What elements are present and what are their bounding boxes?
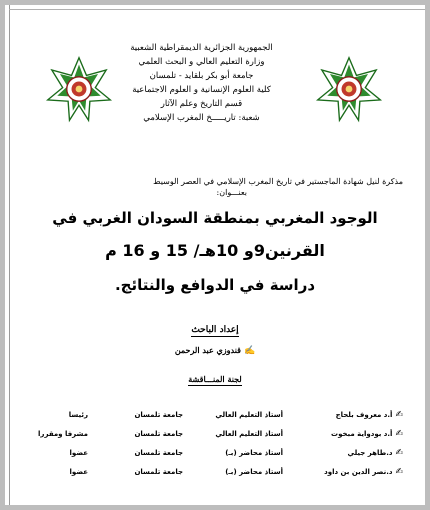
member-name-cell <box>283 424 403 443</box>
pen-icon: ✍ <box>395 466 403 477</box>
member-role: عضوا <box>69 448 88 457</box>
member-name: أ.د بودواية مبخوت <box>331 429 393 438</box>
preparer-name: قندوزي عبد الرحمن <box>174 345 241 355</box>
member-name: د.نصر الدين بن داود <box>324 467 393 476</box>
header-university: جامعة أبو بكر بلقايد - تلمسان <box>149 71 254 81</box>
preparer-label <box>5 325 425 335</box>
pen-icon: ✍ <box>243 346 256 356</box>
member-rank: أستاذ محاضر (بـ) <box>225 467 283 476</box>
page-border-top <box>9 9 425 10</box>
member-name-cell <box>283 443 403 462</box>
thesis-title-line-1: الوجود المغربي بمنطقة السودان الغربي في <box>52 209 378 227</box>
document-page <box>5 5 425 505</box>
member-rank: أستاذ محاضر (بـ) <box>225 448 283 457</box>
committee-table <box>23 405 403 481</box>
member-rank: أستاذ التعليم العالي <box>215 429 283 438</box>
member-name-cell <box>283 462 403 481</box>
header-branch: شعبة: تاريـــــخ المغرب الإسلامي <box>143 113 260 123</box>
header-faculty: كلية العلوم الإنسانية و العلوم الاجتماعية <box>132 85 271 95</box>
header-ministry: وزارة التعليم العالي و البحث العلمي <box>138 57 265 67</box>
preparer-label-text: إعداد الباحث <box>191 325 239 335</box>
thesis-title-line-2: القرنين9و 10هـ/ 15 و 16 م <box>105 241 325 260</box>
preparer-name-row <box>5 345 425 356</box>
pen-icon: ✍ <box>395 428 403 439</box>
table-row <box>23 405 403 424</box>
member-role: رئيسا <box>68 410 88 419</box>
pen-icon: ✍ <box>395 447 403 458</box>
university-logo-left <box>45 55 113 123</box>
memo-degree-note: مذكرة لنيل شهادة الماجستير في تاريخ المغرب الإسلامي في العصر الوسيط <box>153 177 403 186</box>
member-role: عضوا <box>69 467 88 476</box>
member-university: جامعة تلمسان <box>134 467 183 476</box>
header-republic: الجمهورية الجزائرية الديمقراطية الشعبية <box>130 43 273 53</box>
table-row <box>23 443 403 462</box>
committee-label <box>5 374 425 384</box>
table-row <box>23 462 403 481</box>
committee-label-text: لجنة المنـــاقشة <box>188 374 242 384</box>
member-rank: أستاذ التعليم العالي <box>215 410 283 419</box>
member-role: مشرفا ومقررا <box>38 429 88 438</box>
member-university: جامعة تلمسان <box>134 429 183 438</box>
title-label: بعنـــوان: <box>216 188 247 197</box>
institution-header <box>114 41 289 125</box>
member-university: جامعة تلمسان <box>134 448 183 457</box>
thesis-title-line-3: دراسة في الدوافع والنتائج. <box>114 276 316 294</box>
member-name: د.طاهر جيلي <box>347 448 393 457</box>
pen-icon: ✍ <box>395 409 403 420</box>
member-university: جامعة تلمسان <box>134 410 183 419</box>
member-name: أ.د معروف بلحاج <box>335 410 393 419</box>
university-logo-right <box>315 55 383 123</box>
table-row <box>23 424 403 443</box>
member-name-cell <box>283 405 403 424</box>
header-department: قسم التاريخ وعلم الآثار <box>160 99 243 109</box>
